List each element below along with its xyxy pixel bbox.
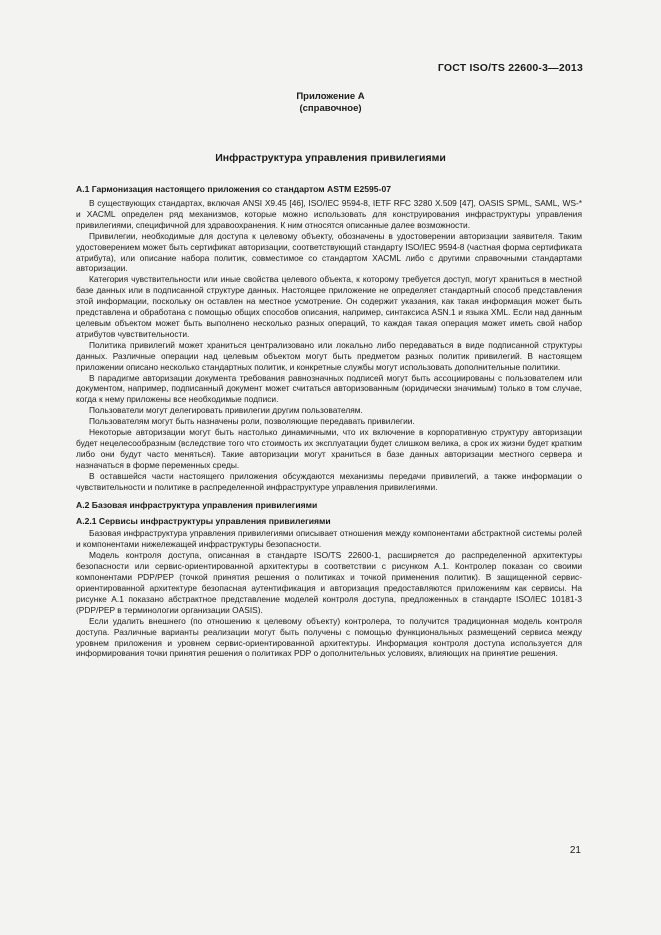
- paragraph: Привилегии, необходимые для доступа к целевому объекту, обозначены в удостоверении авторизации заявителя. Таким удостоверением может быть сертификат авторизации, соответствующий стандарту ISO/IEC 9594-8 (частная форма сертификата атрибута), или описание набора политик, совместимое со стандартом XACML либо с другими справочными стандартами авторизации.: [76, 230, 582, 274]
- paragraph: Политика привилегий может храниться централизовано или локально либо передаваться в виде подписанной структуры данных. Различные операции над целевым объектом могут быть предметом разных политик привилегий. В настоящем приложении описано несколько стандартных политик, и конкретные службы могут использовать дополнительные политики.: [76, 339, 582, 372]
- paragraph: Базовая инфраструктура управления привилегиями описывает отношения между компонентами абстрактной системы ролей и компонентами нижележащей инфраструктуры безопасности.: [76, 528, 582, 550]
- paragraph: Некоторые авторизации могут быть настолько динамичными, что их включение в корпоративную структуру авторизации будет нецелесообразным (вследствие того что стоимость их эксплуатации будет слишком велика, а срок их жизни будет кратким либо они будут часто меняться). Такие авторизации могут храниться в базе данных авторизации местного сервера и назначаться в форме переменных среды.: [76, 427, 582, 470]
- annex-heading: [0, 91, 661, 115]
- paragraph: Категория чувствительности или иные свойства целевого объекта, к которому требуется доступ, могут храниться в местной базе данных или в подписанной структуре данных. Настоящее приложение не определяет стандартный способ представления этой информации, поскольку он оставлен на местное усмотрение. Он содержит указания, как такая информация может быть представлена и обработана с помощью общих способов описания, например, синтаксиса ASN.1 и языка XML. Если над данным целевым объектом может быть выполнено несколько разных операций, то каждая такая операция может иметь свой набор атрибутов чувствительности.: [76, 274, 582, 339]
- paragraph: В существующих стандартах, включая ANSI X9.45 [46], ISO/IEC 9594-8, IETF RFC 3280 X.509 [47], OASIS SPML, SAML, WS-* и XACML определен ряд механизмов, которые можно использовать для конструирования инфраструктуры управления привилегиями, специфичной для здравоохранения. К ним относятся описанные далее возможности.: [76, 198, 582, 230]
- section-a1-heading: А.1 Гармонизация настоящего приложения со стандартом ASTM E2595-07: [76, 184, 392, 194]
- paragraph: В оставшейся части настоящего приложения обсуждаются механизмы передачи привилегий, а также информации о чувствительности и политике в распределенной инфраструктуре управления привилегиями.: [76, 470, 582, 492]
- paragraph: Если удалить внешнего (по отношению к целевому объекту) контролера, то получится традиционная модель контроля доступа. Различные варианты реализации могут быть получены с помощью функциональных размещений сервиса между уровнем приложения и уровнем сервис-ориентированной архитектуры. Информация контроля доступа используется для информирования точки принятия решения о политиках PDP о дополнительных условиях, влияющих на принятие решения.: [76, 615, 582, 659]
- annex-subtitle: (справочное): [299, 103, 362, 114]
- annex-title: Приложение А: [296, 91, 365, 102]
- paragraph: Пользователям могут быть назначены роли, позволяющие передавать привилегии.: [89, 416, 415, 427]
- section-a2-heading: А.2 Базовая инфраструктура управления привилегиями: [76, 500, 318, 511]
- paragraph: В парадигме авторизации документа требования равнозначных подписей могут быть ассоциированы с пользователем или документом, например, подписанный документ может считаться авторизованным (юридически значимым) только в том случае, когда к нему приложены все необходимые подписи.: [76, 372, 582, 405]
- annex-main-title: Инфраструктура управления привилегиями: [215, 152, 446, 164]
- section-a21-heading: А.2.1 Сервисы инфраструктуры управления привилегиями: [76, 516, 331, 527]
- paragraph: Пользователи могут делегировать привилегии другим пользователям.: [89, 405, 363, 416]
- paragraph: Модель контроля доступа, описанная в стандарте ISO/TS 22600-1, расширяется до распределенной архитектуры безопасности или сервис-ориентированной архитектуры в соответствии с рисунком А.1. Контролер показан со своими компонентами PDP/PEP (точкой принятия решения о политиках и точкой применения политик). В защищенной сервис-ориентированной архитектуре безопасная аутентификация и авторизация предоставляются приложениям как сервисы. На рисунке А.1 показано абстрактное представление моделей контроля доступа, предложенных в стандарте ISO/IEC 10181-3 (PDP/PEP в терминологии организации OASIS).: [76, 550, 582, 615]
- page-number: 21: [569, 845, 581, 856]
- document-body: [76, 184, 582, 659]
- document-code: ГОСТ ISO/TS 22600-3—2013: [437, 62, 583, 74]
